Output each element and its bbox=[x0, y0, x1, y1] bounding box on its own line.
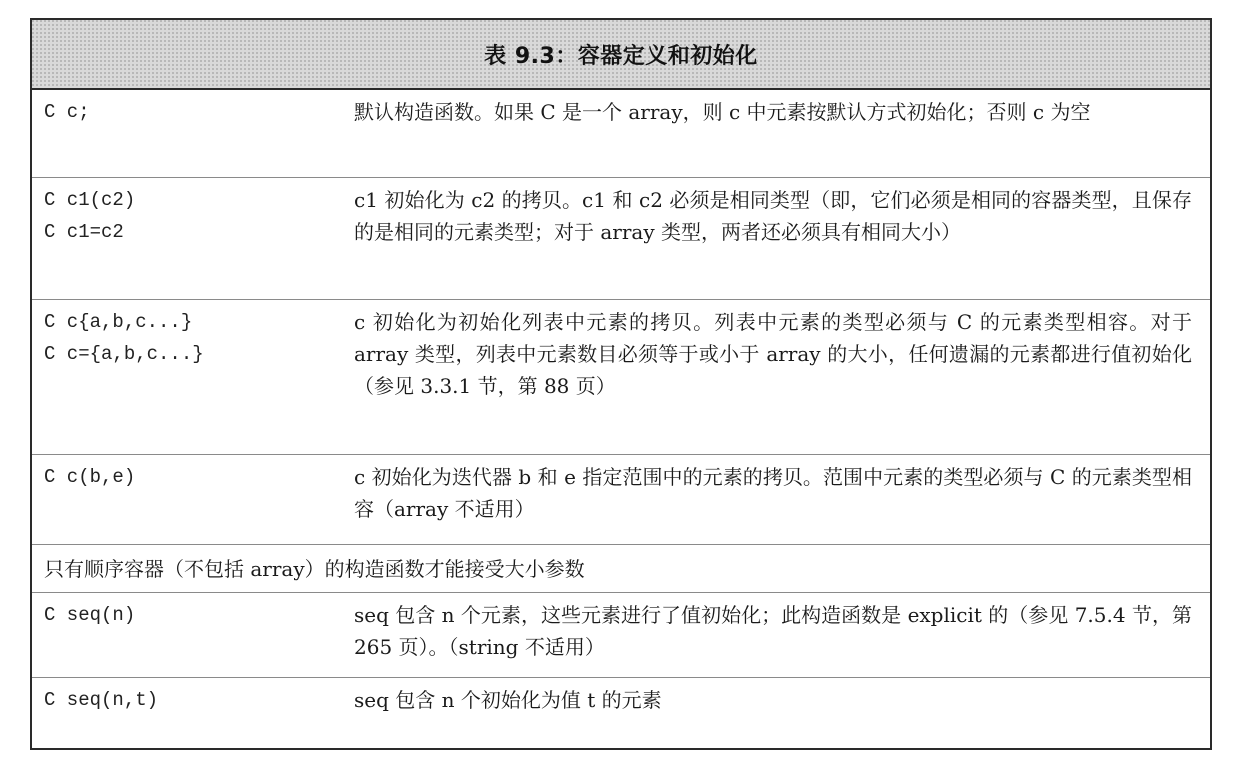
container-table bbox=[30, 18, 1212, 750]
code-line: C c1(c2) bbox=[44, 189, 136, 211]
code-cell bbox=[32, 593, 342, 677]
note-text: 只有顺序容器（不包括 array）的构造函数才能接受大小参数 bbox=[44, 556, 585, 581]
description-cell bbox=[342, 300, 1202, 454]
section-note bbox=[32, 545, 1210, 593]
code-line: C c1=c2 bbox=[44, 221, 124, 243]
code-cell bbox=[32, 90, 342, 177]
table-title: 表 9.3：容器定义和初始化 bbox=[484, 43, 758, 69]
description-text: seq 包含 n 个初始化为值 t 的元素 bbox=[354, 688, 662, 712]
description-text: seq 包含 n 个元素，这些元素进行了值初始化；此构造函数是 explicit 的（参见 7.5.4 节，第 265 页）。（string 不适用） bbox=[354, 603, 1192, 659]
table-row bbox=[32, 300, 1210, 455]
description-cell bbox=[342, 455, 1202, 544]
code-line: C c(b,e) bbox=[44, 466, 136, 488]
code-line: C c={a,b,c...} bbox=[44, 343, 204, 365]
table-row bbox=[32, 593, 1210, 678]
code-cell bbox=[32, 178, 342, 299]
description-text: 默认构造函数。如果 C 是一个 array，则 c 中元素按默认方式初始化；否则 c 为空 bbox=[354, 100, 1091, 124]
description-cell bbox=[342, 678, 1202, 730]
code-cell bbox=[32, 678, 342, 730]
table-row bbox=[32, 678, 1210, 730]
code-line: C seq(n,t) bbox=[44, 689, 159, 711]
description-text: c 初始化为迭代器 b 和 e 指定范围中的元素的拷贝。范围中元素的类型必须与 C 的元素类型相容（array 不适用） bbox=[354, 465, 1192, 521]
table-row bbox=[32, 90, 1210, 178]
description-cell bbox=[342, 593, 1202, 677]
description-text: c 初始化为初始化列表中元素的拷贝。列表中元素的类型必须与 C 的元素类型相容。对于 array 类型，列表中元素数目必须等于或小于 array 的大小，任何遗漏的元素都进行值初始化（参见 3.3.1 节，第 88 页） bbox=[354, 310, 1192, 398]
description-text: c1 初始化为 c2 的拷贝。c1 和 c2 必须是相同类型（即，它们必须是相同的容器类型，且保存的是相同的元素类型；对于 array 类型，两者还必须具有相同大小） bbox=[354, 188, 1192, 244]
code-line: C c; bbox=[44, 101, 90, 123]
table-row bbox=[32, 455, 1210, 545]
table-header bbox=[32, 20, 1210, 90]
table-row bbox=[32, 178, 1210, 300]
description-cell bbox=[342, 90, 1202, 177]
code-line: C seq(n) bbox=[44, 604, 136, 626]
description-cell bbox=[342, 178, 1202, 299]
code-cell bbox=[32, 300, 342, 454]
code-line: C c{a,b,c...} bbox=[44, 311, 193, 333]
code-cell bbox=[32, 455, 342, 544]
